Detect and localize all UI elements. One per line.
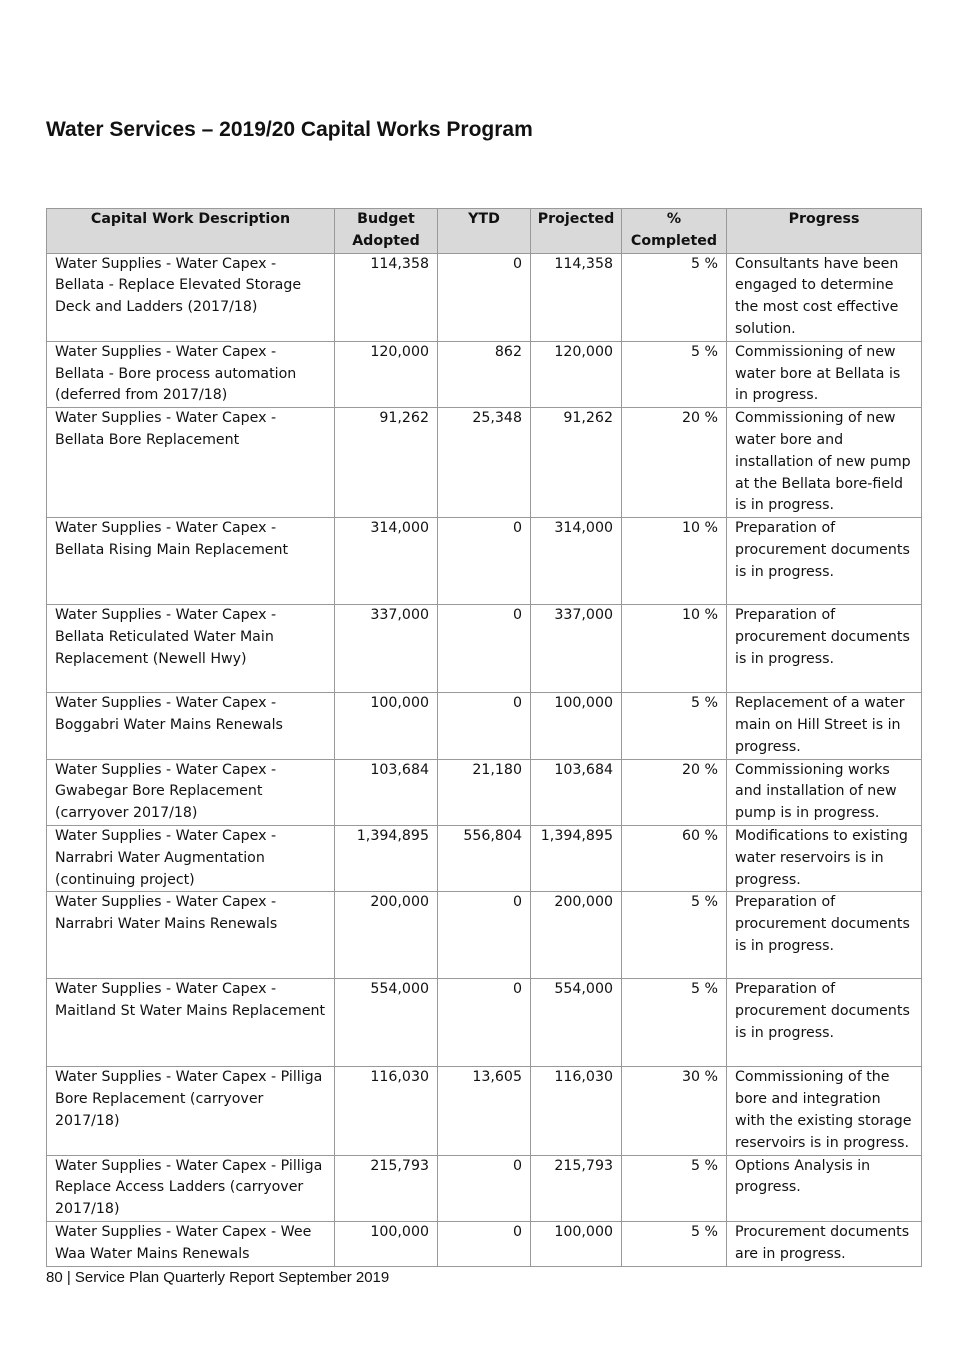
cell-budget: 120,000	[335, 341, 438, 407]
cell-projected: 100,000	[531, 693, 622, 759]
table-row	[47, 979, 922, 1067]
header-ytd: YTD	[438, 209, 531, 254]
cell-budget: 554,000	[335, 979, 438, 1067]
cell-completed: 5 %	[622, 693, 727, 759]
cell-completed: 5 %	[622, 253, 727, 341]
table-row	[47, 825, 922, 891]
cell-description: Water Supplies - Water Capex - Maitland St Water Mains Replacement	[47, 979, 335, 1067]
header-description: Capital Work Description	[47, 209, 335, 254]
cell-projected: 116,030	[531, 1067, 622, 1155]
cell-ytd: 0	[438, 605, 531, 693]
cell-ytd: 0	[438, 1221, 531, 1266]
cell-projected: 314,000	[531, 518, 622, 605]
cell-progress: Modifications to existing water reservoirs is in progress.	[727, 825, 922, 891]
cell-progress: Preparation of procurement documents is in progress.	[727, 979, 922, 1067]
cell-ytd: 0	[438, 518, 531, 605]
cell-budget: 314,000	[335, 518, 438, 605]
header-completed-line2: Completed	[630, 232, 718, 249]
cell-description: Water Supplies - Water Capex - Bellata Bore Replacement	[47, 408, 335, 518]
cell-progress: Commissioning works and installation of new pump is in progress.	[727, 759, 922, 825]
cell-ytd: 0	[438, 253, 531, 341]
table-header-row	[47, 209, 922, 254]
table-row	[47, 408, 922, 518]
cell-completed: 5 %	[622, 892, 727, 979]
cell-completed: 5 %	[622, 979, 727, 1067]
cell-budget: 200,000	[335, 892, 438, 979]
cell-completed: 20 %	[622, 759, 727, 825]
cell-ytd: 21,180	[438, 759, 531, 825]
cell-projected: 1,394,895	[531, 825, 622, 891]
cell-projected: 337,000	[531, 605, 622, 693]
cell-progress: Replacement of a water main on Hill Street is in progress.	[727, 693, 922, 759]
table-row	[47, 892, 922, 979]
cell-ytd: 0	[438, 693, 531, 759]
cell-completed: 5 %	[622, 1155, 727, 1221]
cell-description: Water Supplies - Water Capex - Pilliga Replace Access Ladders (carryover 2017/18)	[47, 1155, 335, 1221]
cell-description: Water Supplies - Water Capex - Narrabri Water Augmentation (continuing project)	[47, 825, 335, 891]
page-title: Water Services – 2019/20 Capital Works Program	[46, 118, 533, 141]
cell-projected: 91,262	[531, 408, 622, 518]
cell-progress: Procurement documents are in progress.	[727, 1221, 922, 1266]
table-row	[47, 1155, 922, 1221]
cell-projected: 554,000	[531, 979, 622, 1067]
table-row	[47, 253, 922, 341]
cell-completed: 60 %	[622, 825, 727, 891]
header-progress: Progress	[727, 209, 922, 254]
cell-completed: 10 %	[622, 518, 727, 605]
cell-budget: 114,358	[335, 253, 438, 341]
cell-ytd: 0	[438, 979, 531, 1067]
cell-budget: 100,000	[335, 693, 438, 759]
header-budget	[335, 209, 438, 254]
table-row	[47, 1221, 922, 1266]
cell-projected: 120,000	[531, 341, 622, 407]
cell-description: Water Supplies - Water Capex - Wee Waa Water Mains Renewals	[47, 1221, 335, 1266]
cell-projected: 200,000	[531, 892, 622, 979]
header-completed	[622, 209, 727, 254]
header-projected: Projected	[531, 209, 622, 254]
cell-progress: Commissioning of new water bore at Bellata is in progress.	[727, 341, 922, 407]
cell-ytd: 556,804	[438, 825, 531, 891]
table-row	[47, 605, 922, 693]
header-completed-line1: %	[666, 211, 682, 227]
table-row	[47, 1067, 922, 1155]
cell-completed: 20 %	[622, 408, 727, 518]
cell-description: Water Supplies - Water Capex - Narrabri Water Mains Renewals	[47, 892, 335, 979]
cell-budget: 100,000	[335, 1221, 438, 1266]
cell-description: Water Supplies - Water Capex - Gwabegar Bore Replacement (carryover 2017/18)	[47, 759, 335, 825]
cell-ytd: 0	[438, 892, 531, 979]
cell-description: Water Supplies - Water Capex - Pilliga Bore Replacement (carryover 2017/18)	[47, 1067, 335, 1155]
cell-budget: 215,793	[335, 1155, 438, 1221]
cell-budget: 1,394,895	[335, 825, 438, 891]
header-budget-line2: Adopted	[352, 232, 420, 249]
cell-budget: 91,262	[335, 408, 438, 518]
cell-projected: 100,000	[531, 1221, 622, 1266]
cell-ytd: 13,605	[438, 1067, 531, 1155]
cell-ytd: 0	[438, 1155, 531, 1221]
cell-description: Water Supplies - Water Capex - Boggabri Water Mains Renewals	[47, 693, 335, 759]
table-row	[47, 518, 922, 605]
cell-progress: Preparation of procurement documents is in progress.	[727, 605, 922, 693]
header-budget-line1: Budget	[357, 211, 415, 227]
cell-progress: Commissioning of the bore and integration with the existing storage reservoirs is in progress.	[727, 1067, 922, 1155]
cell-progress: Preparation of procurement documents is in progress.	[727, 518, 922, 605]
cell-budget: 337,000	[335, 605, 438, 693]
cell-budget: 116,030	[335, 1067, 438, 1155]
cell-completed: 5 %	[622, 1221, 727, 1266]
cell-projected: 215,793	[531, 1155, 622, 1221]
cell-completed: 5 %	[622, 341, 727, 407]
table-row	[47, 759, 922, 825]
capital-works-table	[46, 208, 922, 1267]
cell-description: Water Supplies - Water Capex - Bellata Rising Main Replacement	[47, 518, 335, 605]
table-row	[47, 341, 922, 407]
cell-progress: Consultants have been engaged to determine the most cost effective solution.	[727, 253, 922, 341]
cell-description: Water Supplies - Water Capex - Bellata - Bore process automation (deferred from 2017/18)	[47, 341, 335, 407]
cell-projected: 114,358	[531, 253, 622, 341]
page-footer: 80 | Service Plan Quarterly Report September 2019	[46, 1269, 390, 1286]
cell-completed: 10 %	[622, 605, 727, 693]
cell-ytd: 25,348	[438, 408, 531, 518]
cell-progress: Commissioning of new water bore and installation of new pump at the Bellata bore-field is in progress.	[727, 408, 922, 518]
cell-progress: Preparation of procurement documents is in progress.	[727, 892, 922, 979]
cell-projected: 103,684	[531, 759, 622, 825]
cell-ytd: 862	[438, 341, 531, 407]
cell-description: Water Supplies - Water Capex - Bellata - Replace Elevated Storage Deck and Ladders (2017/18)	[47, 253, 335, 341]
cell-completed: 30 %	[622, 1067, 727, 1155]
cell-description: Water Supplies - Water Capex - Bellata Reticulated Water Main Replacement (Newell Hwy)	[47, 605, 335, 693]
table-row	[47, 693, 922, 759]
cell-budget: 103,684	[335, 759, 438, 825]
cell-progress: Options Analysis in progress.	[727, 1155, 922, 1221]
